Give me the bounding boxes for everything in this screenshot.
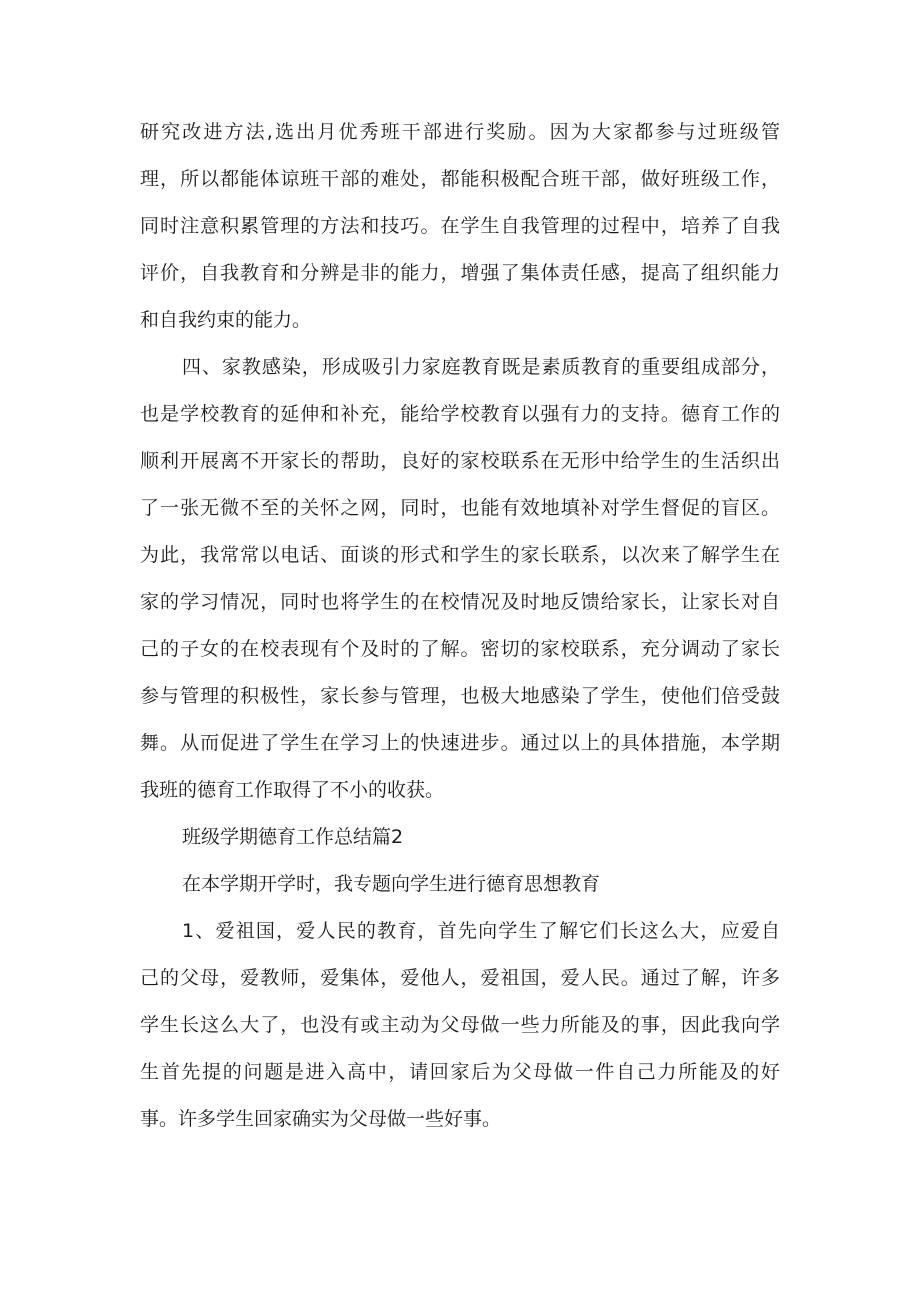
text-line: 我班的德育工作取得了不小的收获。	[140, 779, 445, 801]
text-line: 生首先提的问题是进入高中，请回家后为父母做一件自己力所能及的好	[140, 1061, 780, 1083]
text-line: 顺利开展离不开家长的帮助，良好的家校联系在无形中给学生的生活织出	[140, 450, 780, 472]
text-line: 理，所以都能体谅班干部的难处，都能积极配合班干部，做好班级工作，	[140, 168, 780, 190]
paragraph-start-line: 在本学期开学时，我专题向学生进行德育思想教育	[182, 873, 601, 895]
text-line: 舞。从而促进了学生在学习上的快速进步。通过以上的具体措施，本学期	[140, 732, 780, 754]
text-line: 为此，我常常以电话、面谈的形式和学生的家长联系，以次来了解学生在	[140, 544, 780, 566]
text-line: 家的学习情况，同时也将学生的在校情况及时地反馈给家长，让家长对自	[140, 591, 780, 613]
list-item-start-line: 1、爱祖国，爱人民的教育，首先向学生了解它们长这么大，应爱自	[182, 920, 780, 942]
text-line: 同时注意积累管理的方法和技巧。在学生自我管理的过程中，培养了自我	[140, 215, 780, 237]
paragraph-start-line: 四、家教感染，形成吸引力家庭教育既是素质教育的重要组成部分，	[182, 356, 780, 378]
text-line: 也是学校教育的延伸和补充，能给学校教育以强有力的支持。德育工作的	[140, 403, 780, 425]
text-line: 和自我约束的能力。	[140, 309, 312, 331]
text-line: 评价，自我教育和分辨是非的能力，增强了集体责任感，提高了组织能力	[140, 262, 780, 284]
text-line: 己的子女的在校表现有个及时的了解。密切的家校联系，充分调动了家长	[140, 638, 780, 660]
text-line: 研究改进方法,选出月优秀班干部进行奖励。因为大家都参与过班级管	[140, 121, 780, 143]
section-heading: 班级学期德育工作总结篇2	[182, 826, 404, 848]
text-line: 学生长这么大了，也没有或主动为父母做一些力所能及的事，因此我向学	[140, 1014, 780, 1036]
text-line: 事。许多学生回家确实为父母做一些好事。	[140, 1108, 502, 1130]
text-line: 参与管理的积极性，家长参与管理，也极大地感染了学生，使他们倍受鼓	[140, 685, 780, 707]
text-line: 己的父母，爱教师，爱集体，爱他人，爱祖国，爱人民。通过了解，许多	[140, 967, 780, 989]
text-line: 了一张无微不至的关怀之网，同时，也能有效地填补对学生督促的盲区。	[140, 497, 780, 519]
